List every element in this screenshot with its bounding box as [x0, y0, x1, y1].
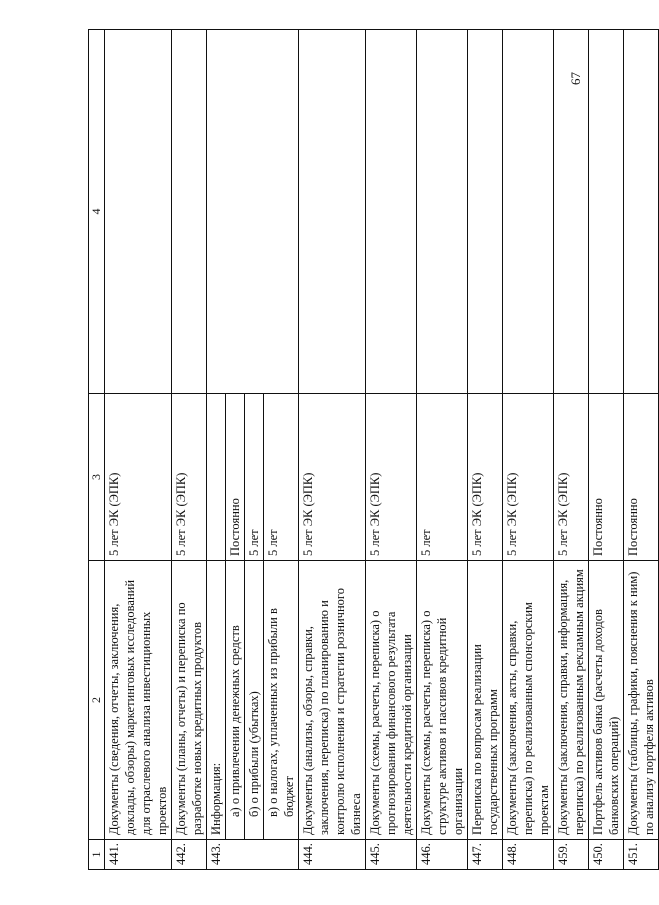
row-period: 5 лет ЭК (ЭПК): [554, 394, 589, 561]
row-number: 450.: [589, 840, 624, 870]
row-period: [207, 394, 226, 561]
row-period: Постоянно: [624, 394, 659, 561]
table-row: [554, 30, 589, 870]
row-period: 5 лет ЭК (ЭПК): [503, 394, 554, 561]
row-description: Документы (заключения, справки, информация, переписка) по реализованным рекламным акциям: [554, 561, 589, 840]
row-note: [503, 30, 554, 394]
row-description: Информация:: [207, 561, 226, 840]
row-note: [207, 30, 299, 394]
header-row: [89, 30, 105, 870]
row-description: Документы (сведения, отчеты, заключения, доклады, обзоры) маркетинговых исследований для отраслевого анализа инвестиционных проектов: [105, 561, 172, 840]
row-description: Документы (планы, отчеты) и переписка по разработке новых кредитных продуктов: [172, 561, 207, 840]
row-description: Документы (заключения, акты, справки, переписка) по реализованным спонсорским проектам: [503, 561, 554, 840]
row-note: [554, 30, 589, 394]
row-note: [299, 30, 366, 394]
row-description: Портфель активов банка (расчеты доходов банковских операций): [589, 561, 624, 840]
table-row: [366, 30, 417, 870]
row-period: 5 лет ЭК (ЭПК): [105, 394, 172, 561]
row-description: в) о налогах, уплаченных из прибыли в бюджет: [264, 561, 299, 840]
header-col-3: 3: [89, 394, 105, 561]
header-col-1: 1: [89, 840, 105, 870]
row-note: [417, 30, 468, 394]
header-col-2: 2: [89, 561, 105, 840]
row-note: [366, 30, 417, 394]
table-row: [172, 30, 207, 870]
table-row: [503, 30, 554, 870]
table-row: [417, 30, 468, 870]
row-period: 5 лет: [417, 394, 468, 561]
row-number: 451.: [624, 840, 659, 870]
row-description: Документы (схемы, расчеты, переписка) о структуре активов и пассивов кредитной организации: [417, 561, 468, 840]
row-description: Документы (таблицы, графики, пояснения к ним) по анализу портфеля активов: [624, 561, 659, 840]
row-number: 441.: [105, 840, 172, 870]
row-note: [105, 30, 172, 394]
row-number: 446.: [417, 840, 468, 870]
row-number: 447.: [468, 840, 503, 870]
table-row: [468, 30, 503, 870]
header-col-4: 4: [89, 30, 105, 394]
row-description: Документы (анализы, обзоры, справки, заключения, переписка) по планированию и контролю исполнения и стратегии розничного бизнеса: [299, 561, 366, 840]
row-note: [589, 30, 624, 394]
row-period: 5 лет ЭК (ЭПК): [468, 394, 503, 561]
table-row: [299, 30, 366, 870]
row-number: 444.: [299, 840, 366, 870]
table-row: [589, 30, 624, 870]
row-number: 459.: [554, 840, 589, 870]
row-period: 5 лет: [264, 394, 299, 561]
row-note: [468, 30, 503, 394]
row-period: 5 лет ЭК (ЭПК): [366, 394, 417, 561]
row-number: 445.: [366, 840, 417, 870]
row-note: [624, 30, 659, 394]
row-number: 442.: [172, 840, 207, 870]
row-number: 443.: [207, 840, 299, 870]
row-note: [172, 30, 207, 394]
table-row: [105, 30, 172, 870]
row-description: Переписка по вопросам реализации государственных программ: [468, 561, 503, 840]
row-description: б) о прибыли (убытках): [245, 561, 264, 840]
table-row: [624, 30, 659, 870]
row-period: 5 лет ЭК (ЭПК): [299, 394, 366, 561]
table-row: [207, 30, 226, 870]
row-description: Документы (схемы, расчеты, переписка) о прогнозировании финансового результата деятельности кредитной организации: [366, 561, 417, 840]
page-number: 67: [568, 72, 583, 85]
row-period: 5 лет ЭК (ЭПК): [172, 394, 207, 561]
row-number: 448.: [503, 840, 554, 870]
retention-table: [88, 29, 659, 870]
row-period: 5 лет: [245, 394, 264, 561]
row-description: а) о привлечении денежных средств: [226, 561, 245, 840]
row-period: Постоянно: [589, 394, 624, 561]
row-period: Постоянно: [226, 394, 245, 561]
